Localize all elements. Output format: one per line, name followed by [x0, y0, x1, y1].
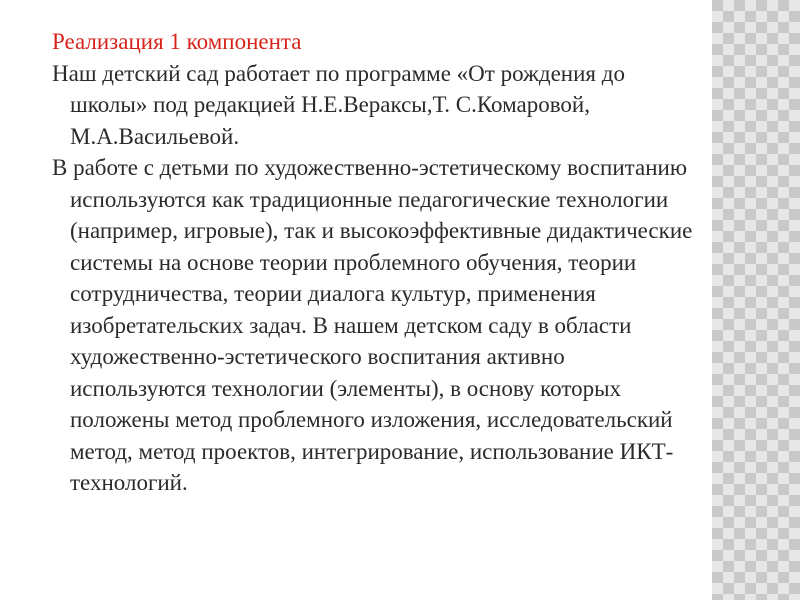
paragraph-technologies: В работе с детьми по художественно-эстетическому воспитанию используются как традиционные педагогические технологии (например, игровые), так и высокоэффективные дидактические системы на основе теории проблемного обучения, теории сотрудничества, теории диалога культур, применения изобретательских задач. В нашем детском саду в области художественно-эстетического воспитания активно используются технологии (элементы), в основу которых положены метод проблемного изложения, исследовательский метод, метод проектов, интегрирование, использование ИКТ-технологий. [52, 155, 693, 495]
slide-content [52, 26, 697, 499]
paragraph-program: Наш детский сад работает по программе «От рождения до школы» под редакцией Н.Е.Вераксы,Т. С.Комаровой, М.А.Васильевой. [52, 60, 625, 149]
decorative-side-band [712, 0, 800, 600]
slide-heading: Реализация 1 компонента [52, 29, 302, 54]
